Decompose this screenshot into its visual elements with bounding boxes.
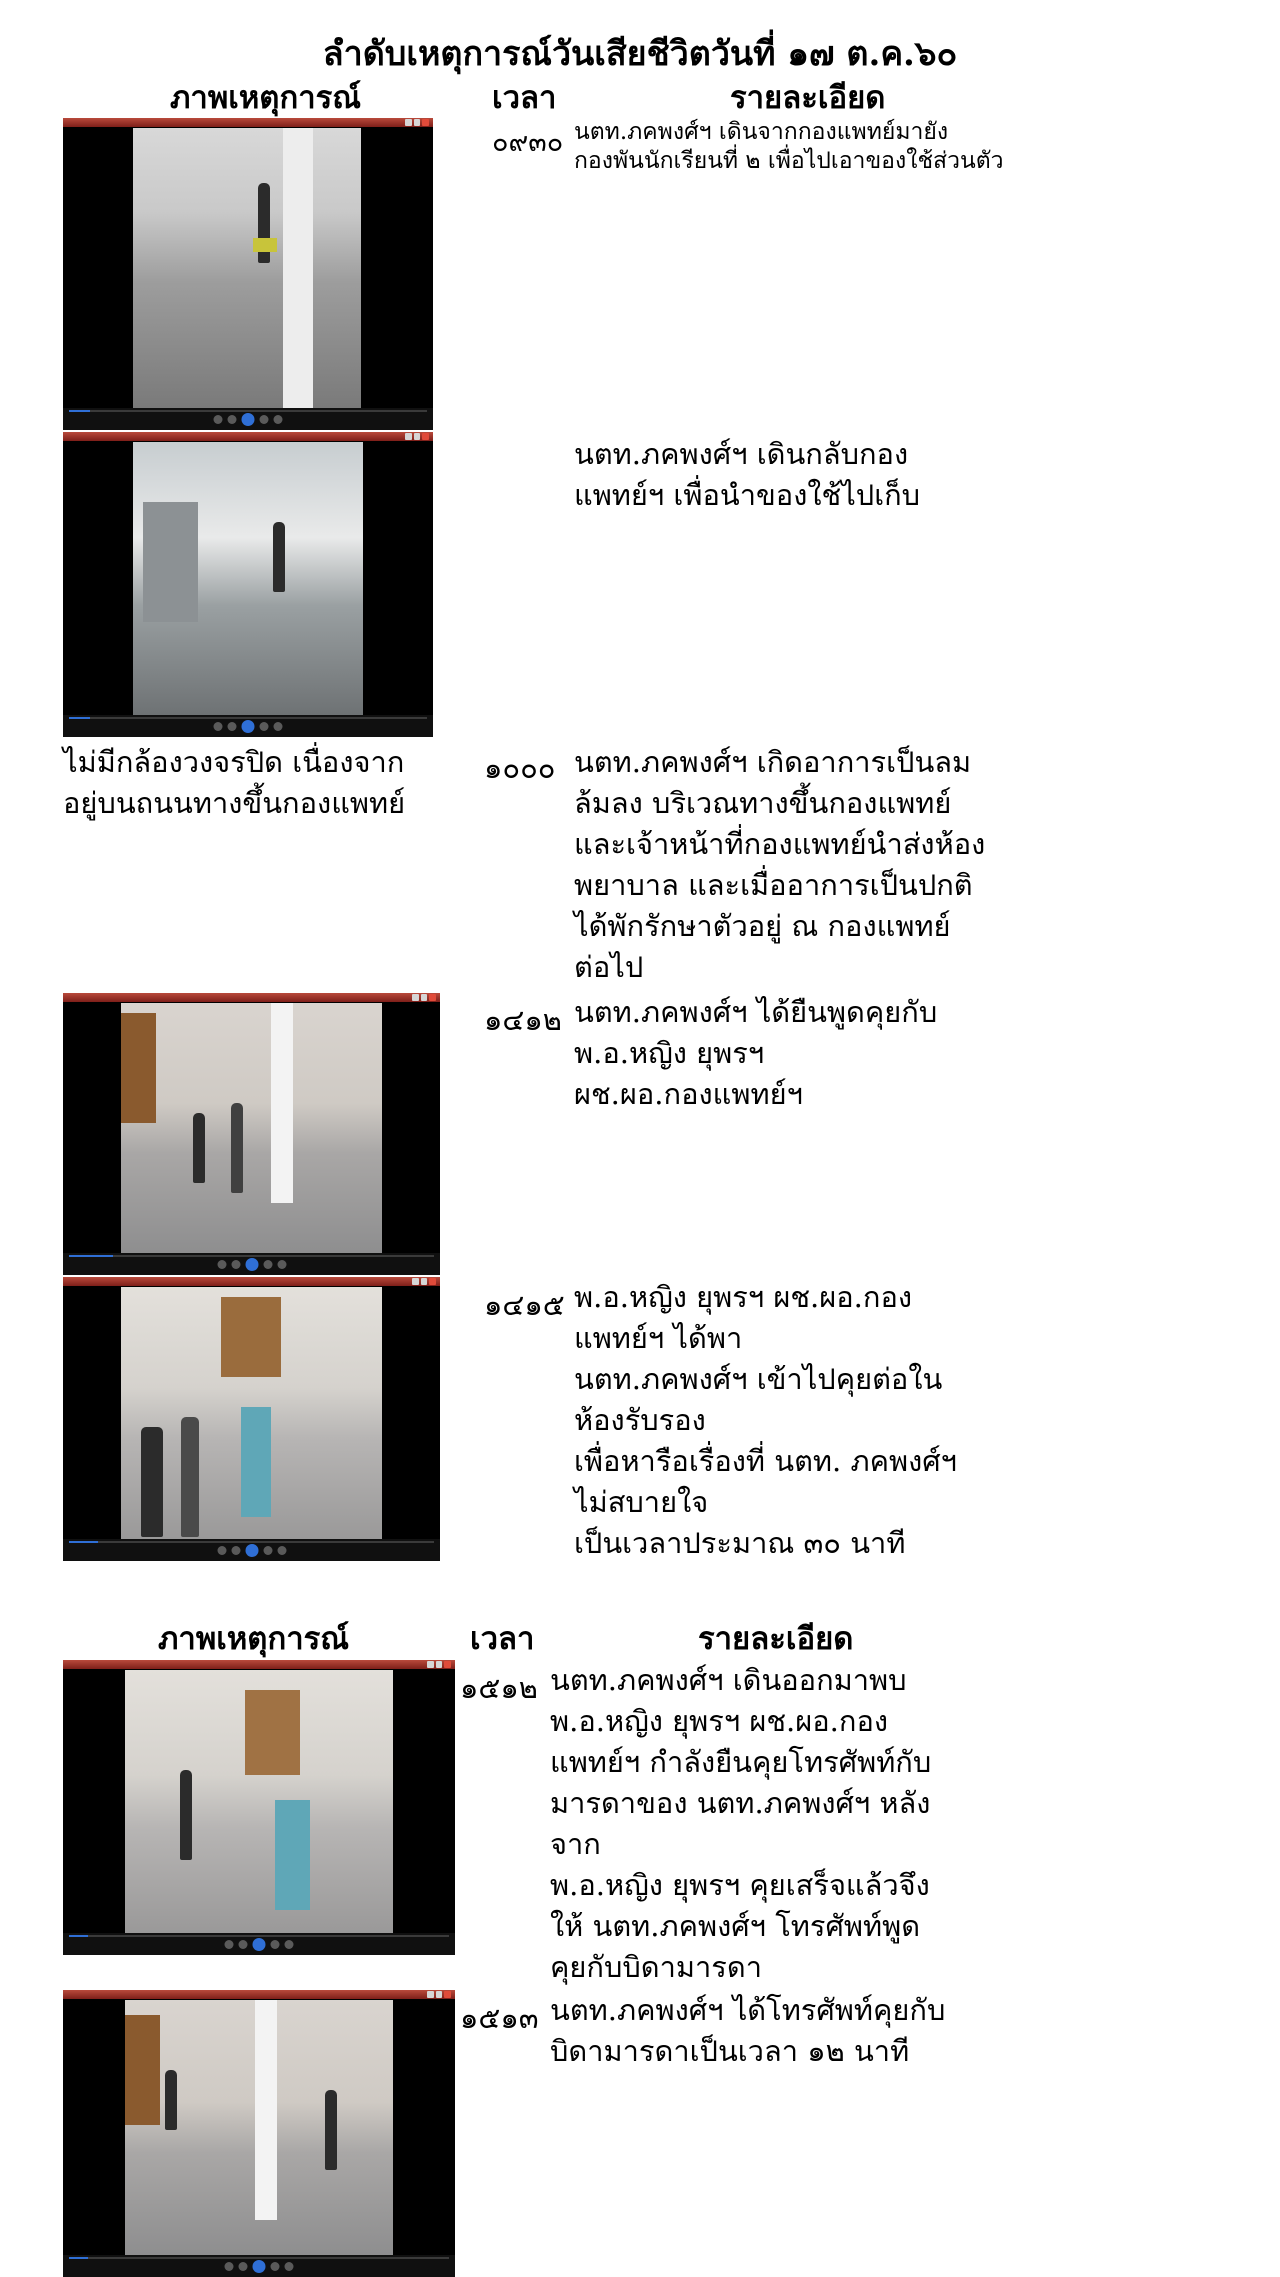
event-time: ๑๐๐๐ [484,751,556,785]
header-image: ภาพเหตุการณ์ [170,80,362,116]
event-time: ๑๕๑๒ [460,1671,538,1705]
cctv-frame-5 [63,1660,455,1955]
page-title: ลำดับเหตุการณ์วันเสียชีวิตวันที่ ๑๗ ต.ค.๖๐ [322,34,958,74]
event-detail: นตท.ภคพงศ์ฯ เดินออกมาพบ พ.อ.หญิง ยุพรฯ ผช.ผอ.กอง แพทย์ฯ กำลังยืนคุยโทรศัพท์กับ มารดาของ นตท.ภคพงศ์ฯ หลัง จาก พ.อ.หญิง ยุพรฯ คุยเสร็จแล้วจึง ให้ นตท.ภคพงศ์ฯ โทรศัพท์พูด คุยกับบิดามารดา [550,1663,932,1984]
play-icon [225,1938,294,1951]
event-detail: นตท.ภคพงศ์ฯ เกิดอาการเป็นลม ล้มลง บริเวณทางขึ้นกองแพทย์ และเจ้าหน้าที่กองแพทย์นำส่งห้อง พยาบาล และเมื่ออาการเป็นปกติ ได้พักรักษาตัวอยู่ ณ กองแพทย์ ต่อไป [574,745,986,984]
cctv-frame-1 [63,118,433,430]
cctv-frame-6 [63,1990,455,2277]
event-time: ๑๔๑๕ [484,1288,565,1322]
play-icon [217,1544,286,1557]
event-detail: นตท.ภคพงศ์ฯ เดินจากกองแพทย์มายัง กองพันนักเรียนที่ ๒ เพื่อไปเอาของใช้ส่วนตัว [574,119,1004,174]
event-detail: นตท.ภคพงศ์ฯ เดินกลับกอง แพทย์ฯ เพื่อนำของใช้ไปเก็บ [574,437,921,512]
event-time: ๑๕๑๓ [460,2001,539,2035]
event-time: ๑๔๑๒ [484,1003,562,1037]
play-icon [225,2260,294,2273]
event-detail: พ.อ.หญิง ยุพรฯ ผช.ผอ.กอง แพทย์ฯ ได้พา นตท.ภคพงศ์ฯ เข้าไปคุยต่อใน ห้องรับรอง เพื่อหารือเรื่องที่ นตท. ภคพงศ์ฯ ไม่สบายใจ เป็นเวลาประมาณ ๓๐ นาที [574,1280,957,1560]
header-image: ภาพเหตุการณ์ [158,1621,350,1657]
event-time: ๐๙๓๐ [492,127,564,158]
header-detail: รายละเอียด [730,80,886,116]
header-time: เวลา [492,80,557,116]
no-camera-note: ไม่มีกล้องวงจรปิด เนื่องจาก อยู่บนถนนทางขึ้นกองแพทย์ [63,745,406,820]
event-detail: นตท.ภคพงศ์ฯ ได้ยืนพูดคุยกับ พ.อ.หญิง ยุพรฯ ผช.ผอ.กองแพทย์ฯ [574,995,938,1111]
cctv-frame-3 [63,993,440,1275]
cctv-frame-2 [63,432,433,737]
cctv-frame-4 [63,1277,440,1561]
play-icon [214,720,283,733]
play-icon [217,1258,286,1271]
play-icon [214,413,283,426]
header-detail: รายละเอียด [698,1621,854,1657]
event-detail: นตท.ภคพงศ์ฯ ได้โทรศัพท์คุยกับ บิดามารดาเป็นเวลา ๑๒ นาที [550,1993,946,2068]
header-time: เวลา [470,1621,535,1657]
